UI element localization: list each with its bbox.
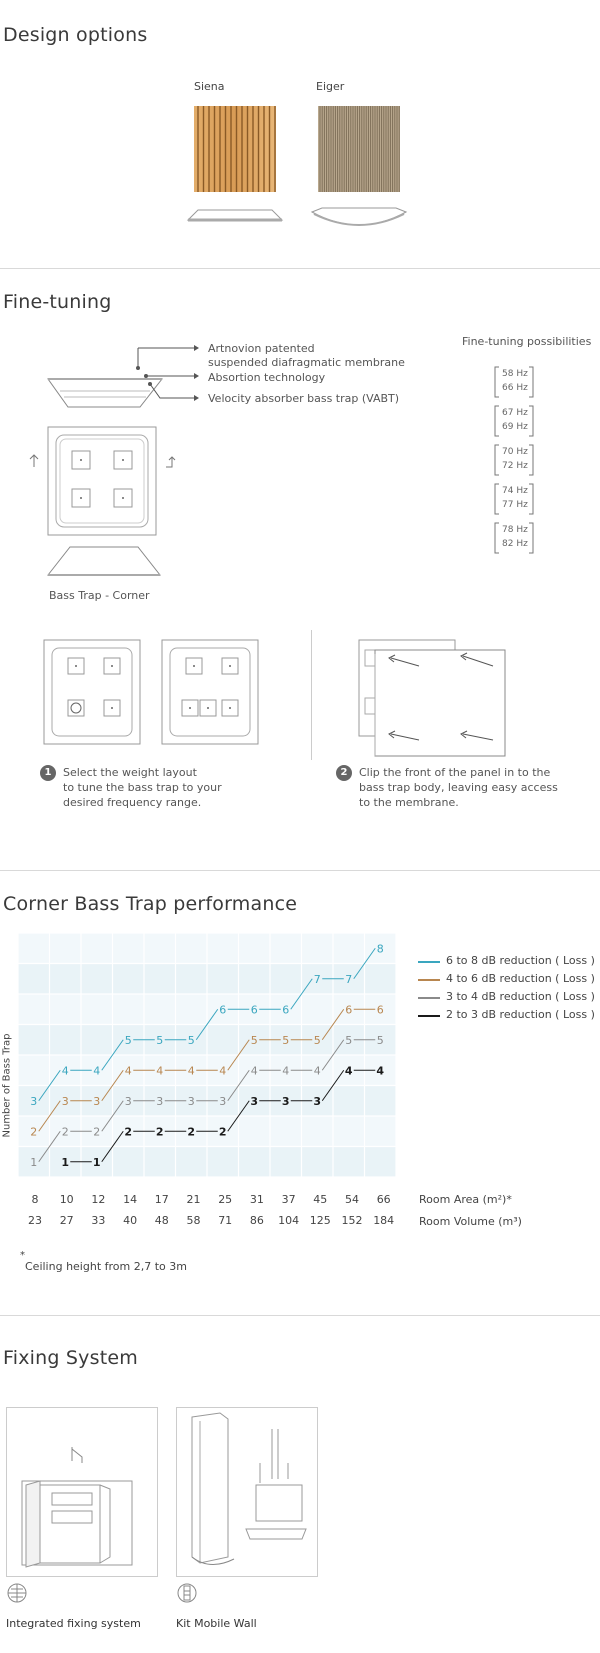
room-volume-label: Room Volume (m³) — [419, 1215, 522, 1228]
data-point-label: 4 — [219, 1064, 227, 1078]
callout-membrane-2: suspended diafragmatic membrane — [208, 356, 405, 369]
legend-label: 6 to 8 dB reduction ( Loss ) — [446, 954, 595, 967]
room-volume-tick: 125 — [309, 1214, 331, 1227]
callout-membrane-1: Artnovion patented — [208, 342, 315, 355]
frequency-pair — [494, 522, 534, 554]
data-point-label: 2 — [93, 1125, 101, 1139]
fine-tuning-possibilities-title: Fine-tuning possibilities — [462, 335, 592, 348]
step-1-line-3: desired frequency range. — [63, 796, 202, 809]
step-1-badge: 1 — [40, 765, 56, 781]
footnote: Ceiling height from 2,7 to 3m — [25, 1260, 187, 1273]
eiger-label: Eiger — [316, 80, 345, 93]
integrated-fixing-icon — [6, 1582, 28, 1604]
frequency-value: 67 Hz — [502, 408, 528, 418]
frequency-pair — [494, 483, 534, 515]
data-point-label: 2 — [61, 1125, 69, 1139]
siena-panel-illustration — [180, 98, 290, 238]
data-point-label: 3 — [281, 1094, 290, 1108]
callout-vabt: Velocity absorber bass trap (VABT) — [208, 392, 400, 405]
step-divider — [311, 630, 312, 760]
integrated-fixing-illustration — [6, 1407, 158, 1577]
room-area-tick: 45 — [313, 1193, 328, 1206]
legend-swatch — [418, 1015, 440, 1017]
data-point-label: 6 — [250, 1003, 258, 1017]
data-point-label: 4 — [93, 1064, 101, 1078]
data-point-label: 2 — [218, 1125, 227, 1139]
legend-swatch — [418, 961, 440, 963]
bass-trap-corner-caption: Bass Trap - Corner — [49, 589, 150, 602]
frequency-value: 58 Hz — [502, 369, 528, 379]
room-area-label: Room Area (m²)* — [419, 1193, 512, 1206]
fixing-system-title: Fixing System — [3, 1347, 138, 1369]
data-point-label: 2 — [155, 1125, 164, 1139]
room-volume-tick: 71 — [218, 1214, 233, 1227]
siena-label: Siena — [194, 80, 225, 93]
legend-swatch — [418, 979, 440, 981]
step-2-badge: 2 — [336, 765, 352, 781]
room-volume-tick: 184 — [373, 1214, 395, 1227]
data-point-label: 4 — [282, 1064, 290, 1078]
data-point-label: 5 — [156, 1033, 164, 1047]
frequency-value: 66 Hz — [502, 383, 528, 393]
data-point-label: 3 — [61, 1094, 69, 1108]
data-point-label: 3 — [219, 1094, 227, 1108]
chart-ylabel: Number of Bass Trap — [1, 1033, 13, 1138]
divider — [0, 870, 600, 871]
data-point-label: 1 — [61, 1155, 70, 1169]
legend-label: 3 to 4 dB reduction ( Loss ) — [446, 990, 595, 1003]
data-point-label: 4 — [156, 1064, 164, 1078]
room-area-tick: 37 — [281, 1193, 296, 1206]
data-point-label: 3 — [93, 1094, 101, 1108]
data-point-label: 3 — [124, 1094, 132, 1108]
data-point-label: 5 — [187, 1033, 195, 1047]
data-point-label: 6 — [219, 1003, 227, 1017]
step-2-line-1: Clip the front of the panel in to the — [359, 766, 551, 779]
design-options-title: Design options — [3, 24, 148, 46]
performance-title: Corner Bass Trap performance — [3, 893, 298, 915]
room-volume-tick: 152 — [341, 1214, 363, 1227]
performance-chart — [0, 925, 410, 1195]
room-area-tick: 10 — [59, 1193, 74, 1206]
frequency-pair — [494, 405, 534, 437]
footnote-mark: * — [20, 1250, 25, 1261]
frequency-value: 69 Hz — [502, 422, 528, 432]
data-point-label: 2 — [30, 1125, 38, 1139]
kit-mobile-wall-icon — [176, 1582, 198, 1604]
step-1-line-1: Select the weight layout — [63, 766, 197, 779]
room-volume-tick: 23 — [28, 1214, 42, 1227]
eiger-panel-illustration — [304, 98, 414, 238]
weight-layout-illustration — [40, 636, 270, 756]
data-point-label: 1 — [30, 1155, 38, 1169]
data-point-label: 7 — [345, 972, 353, 986]
data-point-label: 5 — [124, 1033, 132, 1047]
kit-mobile-wall-label: Kit Mobile Wall — [176, 1617, 257, 1630]
data-point-label: 4 — [250, 1064, 258, 1078]
room-area-tick: 8 — [31, 1193, 39, 1206]
callout-absortion: Absortion technology — [208, 371, 326, 384]
room-area-tick: 12 — [91, 1193, 106, 1206]
room-area-tick: 25 — [218, 1193, 233, 1206]
callout-lines — [120, 334, 210, 414]
divider — [0, 1315, 600, 1316]
room-area-tick: 17 — [154, 1193, 169, 1206]
room-volume-tick: 33 — [91, 1214, 106, 1227]
room-area-tick: 66 — [376, 1193, 391, 1206]
data-point-label: 5 — [345, 1033, 353, 1047]
data-point-label: 4 — [61, 1064, 69, 1078]
kit-mobile-wall-illustration — [176, 1407, 318, 1577]
data-point-label: 3 — [156, 1094, 164, 1108]
legend-label: 2 to 3 dB reduction ( Loss ) — [446, 1008, 595, 1021]
clip-front-illustration — [355, 636, 530, 766]
data-point-label: 3 — [250, 1094, 259, 1108]
data-point-label: 2 — [187, 1125, 196, 1139]
frequency-value: 74 Hz — [502, 486, 528, 496]
data-point-label: 5 — [313, 1033, 321, 1047]
divider — [0, 268, 600, 269]
data-point-label: 7 — [313, 972, 321, 986]
room-volume-tick: 86 — [249, 1214, 264, 1227]
room-volume-tick: 27 — [59, 1214, 74, 1227]
data-point-label: 4 — [344, 1064, 353, 1078]
data-point-label: 4 — [187, 1064, 195, 1078]
data-point-label: 6 — [345, 1003, 353, 1017]
data-point-label: 5 — [250, 1033, 258, 1047]
fine-tuning-title: Fine-tuning — [3, 291, 112, 313]
room-volume-tick: 48 — [154, 1214, 169, 1227]
step-2-line-3: to the membrane. — [359, 796, 459, 809]
data-point-label: 5 — [376, 1033, 384, 1047]
data-point-label: 6 — [282, 1003, 290, 1017]
room-volume-tick: 58 — [186, 1214, 201, 1227]
room-area-tick: 31 — [249, 1193, 264, 1206]
data-point-label: 4 — [124, 1064, 132, 1078]
step-2-line-2: bass trap body, leaving easy access — [359, 781, 558, 794]
frequency-value: 77 Hz — [502, 500, 528, 510]
legend-label: 4 to 6 dB reduction ( Loss ) — [446, 972, 595, 985]
room-area-tick: 54 — [345, 1193, 359, 1206]
frequency-pair — [494, 366, 534, 398]
room-area-tick: 21 — [186, 1193, 201, 1206]
data-point-label: 3 — [30, 1094, 38, 1108]
data-point-label: 5 — [282, 1033, 290, 1047]
frequency-pair — [494, 444, 534, 476]
data-point-label: 3 — [313, 1094, 322, 1108]
data-point-label: 8 — [376, 942, 384, 956]
frequency-value: 70 Hz — [502, 447, 528, 457]
room-volume-tick: 104 — [278, 1214, 300, 1227]
data-point-label: 4 — [313, 1064, 321, 1078]
frequency-value: 78 Hz — [502, 525, 528, 535]
frequency-value: 82 Hz — [502, 539, 528, 549]
data-point-label: 1 — [92, 1155, 101, 1169]
data-point-label: 2 — [124, 1125, 133, 1139]
legend-swatch — [418, 997, 440, 999]
step-1-line-2: to tune the bass trap to your — [63, 781, 222, 794]
data-point-label: 3 — [187, 1094, 195, 1108]
integrated-fixing-label: Integrated fixing system — [6, 1617, 141, 1630]
data-point-label: 6 — [376, 1003, 384, 1017]
data-point-label: 4 — [376, 1064, 385, 1078]
room-area-tick: 14 — [123, 1193, 138, 1206]
room-volume-tick: 40 — [123, 1214, 138, 1227]
frequency-value: 72 Hz — [502, 461, 528, 471]
